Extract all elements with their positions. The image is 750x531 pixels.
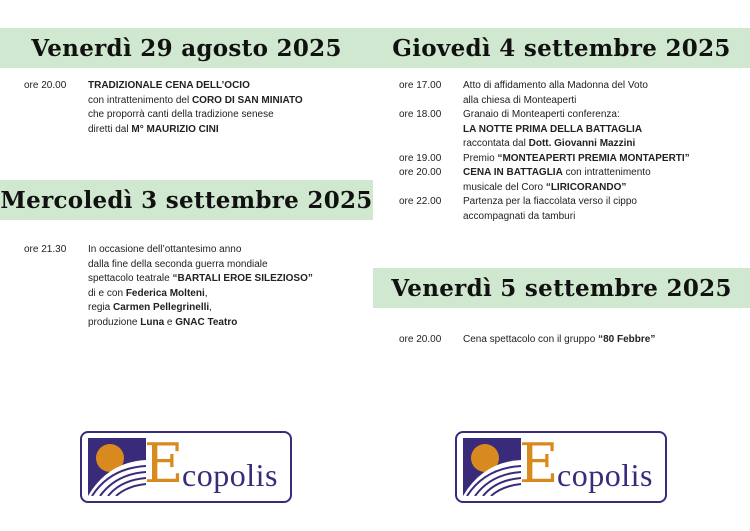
ecopolis-logo-right — [455, 431, 667, 503]
event-line — [463, 123, 642, 138]
event-text: musicale del Coro — [463, 181, 546, 193]
event-row — [24, 243, 364, 330]
event-text: Atto di affidamento alla Madonna del Voto — [463, 80, 648, 91]
event-text: , — [204, 287, 208, 299]
event-time: ore 20.00 — [24, 80, 67, 91]
events-3-settembre — [24, 243, 364, 330]
event-text-bold: Luna — [140, 316, 165, 328]
event-text-bold: “MONTEAPERTI PREMIA MONTAPERTI” — [497, 152, 690, 164]
event-text: alla chiesa di Monteaperti — [463, 94, 577, 106]
event-text: accompagnati da tamburi — [463, 210, 576, 222]
event-time: ore 20.00 — [399, 167, 442, 178]
day-title: Mercoledì 3 settembre 2025 — [0, 186, 373, 214]
event-line — [88, 287, 313, 302]
event-line — [88, 94, 303, 109]
event-line — [88, 316, 313, 331]
event-time: ore 21.30 — [24, 244, 67, 255]
event-text: e — [164, 316, 176, 328]
event-description — [463, 108, 642, 152]
event-row — [399, 333, 744, 348]
ecopolis-logo-left — [80, 431, 292, 503]
event-text: Partenza per la fiaccolata verso il cippo — [463, 196, 637, 207]
logo-wordmark: copolis — [557, 457, 653, 493]
event-text-bold: “BARTALI EROE SILEZIOSO” — [172, 273, 313, 284]
event-time: ore 18.00 — [399, 109, 442, 120]
event-line — [88, 258, 313, 273]
logo-initial: E — [144, 432, 184, 495]
event-line — [88, 79, 303, 94]
event-text-bold: M° MAURIZIO CINI — [131, 123, 219, 135]
event-line — [88, 243, 313, 258]
event-line — [88, 123, 303, 138]
event-text-bold: LA NOTTE PRIMA DELLA BATTAGLIA — [463, 123, 643, 135]
event-line — [463, 137, 642, 152]
event-description — [463, 152, 690, 167]
event-row — [399, 152, 744, 167]
events-29-agosto — [24, 79, 364, 137]
event-description — [88, 243, 313, 330]
event-line — [463, 181, 651, 196]
day-title: Venerdì 29 agosto 2025 — [31, 34, 342, 62]
event-text: Cena spettacolo con il gruppo — [463, 334, 599, 345]
event-line — [463, 79, 648, 94]
event-line — [463, 94, 648, 109]
event-time: ore 22.00 — [399, 196, 442, 207]
event-text: , — [209, 302, 212, 313]
event-text: Premio — [463, 152, 498, 164]
day-title: Venerdì 5 settembre 2025 — [391, 274, 732, 302]
events-4-settembre — [399, 79, 744, 224]
event-row — [399, 195, 744, 224]
event-text: diretti dal — [88, 123, 132, 135]
event-line — [88, 301, 313, 316]
event-text: spettacolo teatrale — [88, 273, 173, 284]
event-text-bold: CORO DI SAN MINIATO — [191, 94, 303, 106]
event-text: raccontata dal — [463, 138, 529, 149]
event-description — [463, 195, 637, 224]
event-description — [88, 79, 303, 137]
event-row — [24, 79, 364, 137]
event-time: ore 20.00 — [399, 334, 442, 345]
logo-initial: E — [519, 432, 559, 495]
event-description — [463, 333, 655, 348]
event-description — [463, 79, 648, 108]
event-time: ore 17.00 — [399, 80, 442, 91]
event-text-bold: TRADIZIONALE CENA DELL’OCIO — [88, 80, 250, 91]
event-row — [399, 79, 744, 108]
event-text-bold: GNAC Teatro — [175, 316, 238, 328]
event-text: regia — [88, 302, 114, 313]
event-text: Granaio di Monteaperti conferenza: — [463, 109, 620, 120]
event-text-bold: “80 Febbre” — [598, 334, 656, 345]
event-text-bold: Federica Molteni — [125, 287, 205, 299]
event-line — [463, 152, 690, 167]
event-text: In occasione dell’ottantesimo anno — [88, 244, 242, 255]
event-text-bold: CENA IN BATTAGLIA — [463, 167, 563, 178]
ecopolis-mark-icon — [463, 438, 521, 496]
event-text: con intrattenimento del — [88, 94, 192, 106]
event-text: di e con — [88, 287, 126, 299]
event-line — [463, 108, 642, 123]
event-line — [463, 195, 637, 210]
event-text: dalla fine della seconda guerra mondiale — [88, 258, 268, 270]
event-row — [399, 108, 744, 152]
logo-wordmark: copolis — [182, 457, 278, 493]
event-description — [463, 166, 651, 195]
event-text: con intrattenimento — [562, 167, 651, 178]
events-5-settembre — [399, 333, 744, 348]
ecopolis-mark-icon — [88, 438, 146, 496]
event-text-bold: Carmen Pellegrinelli — [113, 302, 210, 313]
day-header-3-settembre — [0, 180, 373, 220]
event-line — [88, 108, 303, 123]
event-time: ore 19.00 — [399, 152, 442, 164]
day-title: Giovedì 4 settembre 2025 — [392, 34, 731, 62]
event-text: produzione — [88, 316, 141, 328]
event-line — [463, 333, 655, 348]
event-line — [88, 272, 313, 287]
event-text: che proporrà canti della tradizione senese — [88, 109, 274, 120]
event-text-bold: Dott. Giovanni Mazzini — [528, 138, 636, 149]
day-header-5-settembre — [373, 268, 750, 308]
event-text-bold: “LIRICORANDO” — [545, 181, 627, 193]
event-line — [463, 166, 651, 181]
event-line — [463, 210, 637, 225]
event-row — [399, 166, 744, 195]
day-header-4-settembre — [373, 28, 750, 68]
day-header-29-agosto — [0, 28, 373, 68]
